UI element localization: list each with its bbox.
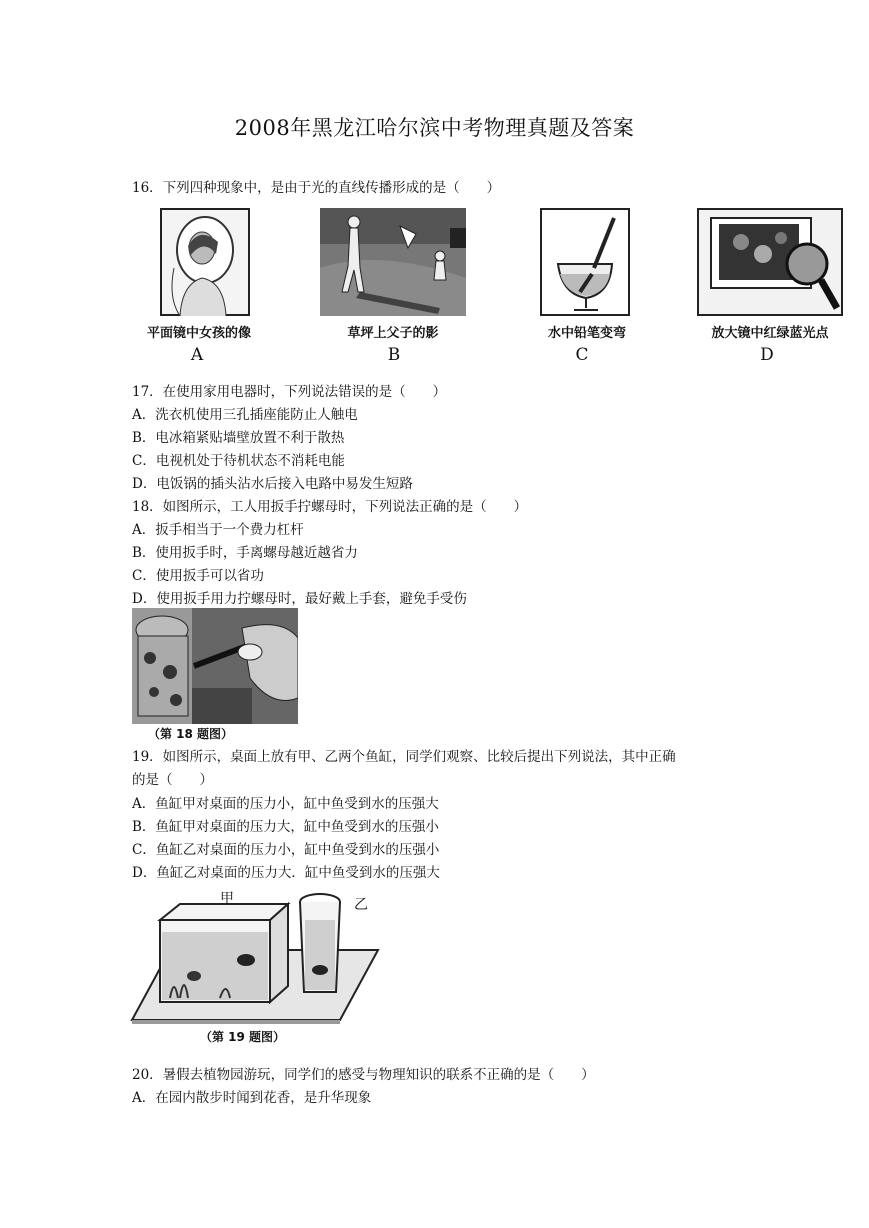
q18-option-b: B．使用扳手时，手离螺母越近越省力 [132,545,358,561]
q16-letter-b: B [387,345,401,365]
page-title: 2008年黑龙江哈尔滨中考物理真题及答案 [234,116,635,140]
q18-option-c: C．使用扳手可以省功 [132,568,264,584]
q19-label-yi: 乙 [354,897,368,913]
q17-option-d: D．电饭锅的插头沾水后接入电路中易发生短路 [132,476,413,492]
q20-option-a: A．在园内散步时闻到花香，是升华现象 [132,1090,372,1106]
q17-option-a: A．洗衣机使用三孔插座能防止人触电 [132,407,358,423]
q16-figure-d [697,208,843,316]
q16-figure-c [540,208,630,316]
q19-option-c: C．鱼缸乙对桌面的压力小，缸中鱼受到水的压强小 [132,842,440,858]
q19-option-d: D．鱼缸乙对桌面的压力大．缸中鱼受到水的压强大 [132,865,440,881]
q19-label-jia: 甲 [220,891,234,907]
q18-figure-caption: （第 18 题图） [148,727,234,741]
q16-caption-b: 草坪上父子的影 [347,326,439,341]
q16-letter-a: A [190,345,204,365]
q18-stem: 18．如图所示，工人用扳手拧螺母时，下列说法正确的是（ ） [132,499,528,515]
q19-option-b: B．鱼缸甲对桌面的压力大，缸中鱼受到水的压强小 [132,819,439,835]
q19-figure-caption: （第 19 题图） [200,1030,286,1044]
q16-caption-c: 水中铅笔变弯 [547,326,626,341]
q16-figure-a [160,208,250,316]
q16-letter-c: C [575,345,589,365]
q18-figure [132,608,298,724]
q19-figure [130,886,380,1024]
q16-figure-b [320,208,466,316]
q18-option-d: D．使用扳手用力拧螺母时，最好戴上手套，避免手受伤 [132,591,467,607]
q16-stem: 16．下列四种现象中，是由于光的直线传播形成的是（ ） [132,180,501,196]
q19-stem-line2: 的是（ ） [132,772,213,788]
q18-option-a: A．扳手相当于一个费力杠杆 [132,522,304,538]
q17-option-c: C．电视机处于待机状态不消耗电能 [132,453,345,469]
q20-stem: 20．暑假去植物园游玩，同学们的感受与物理知识的联系不正确的是（ ） [132,1067,595,1083]
q16-caption-a: 平面镜中女孩的像 [146,326,251,341]
q16-letter-d: D [760,345,774,365]
q17-stem: 17．在使用家用电器时，下列说法错误的是（ ） [132,384,447,400]
q17-option-b: B．电冰箱紧贴墙壁放置不利于散热 [132,430,345,446]
q19-stem-line1: 19．如图所示，桌面上放有甲、乙两个鱼缸，同学们观察、比较后提出下列说法，其中正确 [132,749,676,765]
q16-caption-d: 放大镜中红绿蓝光点 [711,326,829,341]
q19-option-a: A．鱼缸甲对桌面的压力小，缸中鱼受到水的压强大 [132,796,439,812]
